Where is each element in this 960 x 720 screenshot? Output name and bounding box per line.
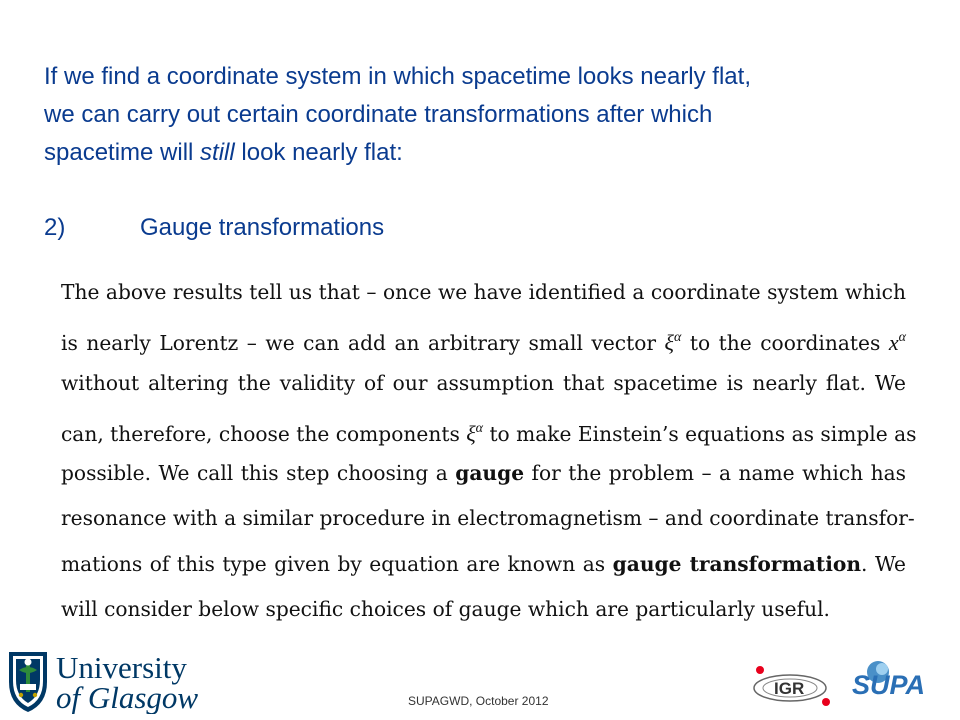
body-line-3: without altering the validity of our assumption that spacetime is nearly flat. We: [61, 370, 906, 395]
body-line-8: will consider below specific choices of gauge which are particularly useful.: [61, 597, 830, 622]
body-line-1: The above results tell us that – once we have identified a coordinate system which: [61, 280, 906, 304]
intro-line-3: [44, 134, 924, 172]
math-x: x: [888, 330, 899, 356]
university-of-glasgow-logo: [6, 648, 206, 719]
math-xi: ξ: [466, 420, 476, 446]
red-dot-icon: [822, 698, 830, 706]
body-line-4: [61, 406, 917, 451]
body-line-2-b: to the coordinates: [689, 331, 881, 356]
math-alpha: α: [898, 330, 906, 346]
body-line-2: [61, 315, 906, 360]
body-line-4-b: to make Einstein’s equations as simple as: [489, 421, 917, 446]
body-line-7-b: . We: [861, 551, 906, 576]
term-gauge: gauge: [455, 461, 525, 486]
body-line-5: [61, 451, 906, 496]
math-xi-alpha: [665, 330, 682, 355]
intro-line-1: If we find a coordinate system in which spacetime looks nearly flat,: [44, 63, 751, 90]
university-text-line1: University: [56, 650, 187, 685]
body-line-5-a: possible. We call this step choosing a: [61, 461, 448, 486]
intro-text: [44, 58, 924, 172]
body-line-5-b: for the problem – a name which has: [531, 461, 907, 486]
math-alpha: α: [475, 420, 484, 436]
body-line-6: resonance with a similar procedure in electromagnetism – and coordinate transfor-: [61, 506, 915, 531]
supa-logo: [848, 656, 944, 707]
red-dot-icon: [756, 666, 764, 674]
math-alpha: α: [673, 330, 682, 346]
intro-line-3-start: spacetime will: [44, 139, 201, 166]
term-gauge-transformation-text: gauge transformation: [612, 551, 862, 576]
body-line-2-a: is nearly Lorentz – we can add an arbitrary small vector: [61, 331, 657, 356]
igr-logo: [744, 660, 840, 715]
body-line-7: [61, 542, 906, 587]
math-x-alpha: [889, 330, 906, 355]
igr-text: IGR: [774, 679, 805, 698]
footer-text: SUPAGWD, October 2012: [408, 694, 549, 708]
body-paragraph: [61, 270, 917, 632]
body-line-4-a: can, therefore, choose the components: [61, 421, 460, 446]
math-xi-alpha-2: [466, 421, 483, 446]
term-gauge-transformation: [613, 552, 861, 576]
intro-line-3-end: look nearly flat:: [234, 139, 403, 166]
intro-line-2: we can carry out certain coordinate transformations after which: [44, 101, 713, 128]
section-title: Gauge transformations: [140, 214, 385, 241]
university-text-line2: of Glasgow: [56, 680, 199, 714]
intro-italic-still: still: [200, 139, 235, 166]
supa-text: SUPA: [852, 670, 926, 700]
math-xi: ξ: [664, 330, 674, 356]
section-heading: [44, 210, 384, 246]
crest-icon: [9, 652, 47, 712]
body-line-7-a: mations of this type given by equation are known as: [61, 551, 606, 576]
section-number: 2): [44, 214, 66, 241]
